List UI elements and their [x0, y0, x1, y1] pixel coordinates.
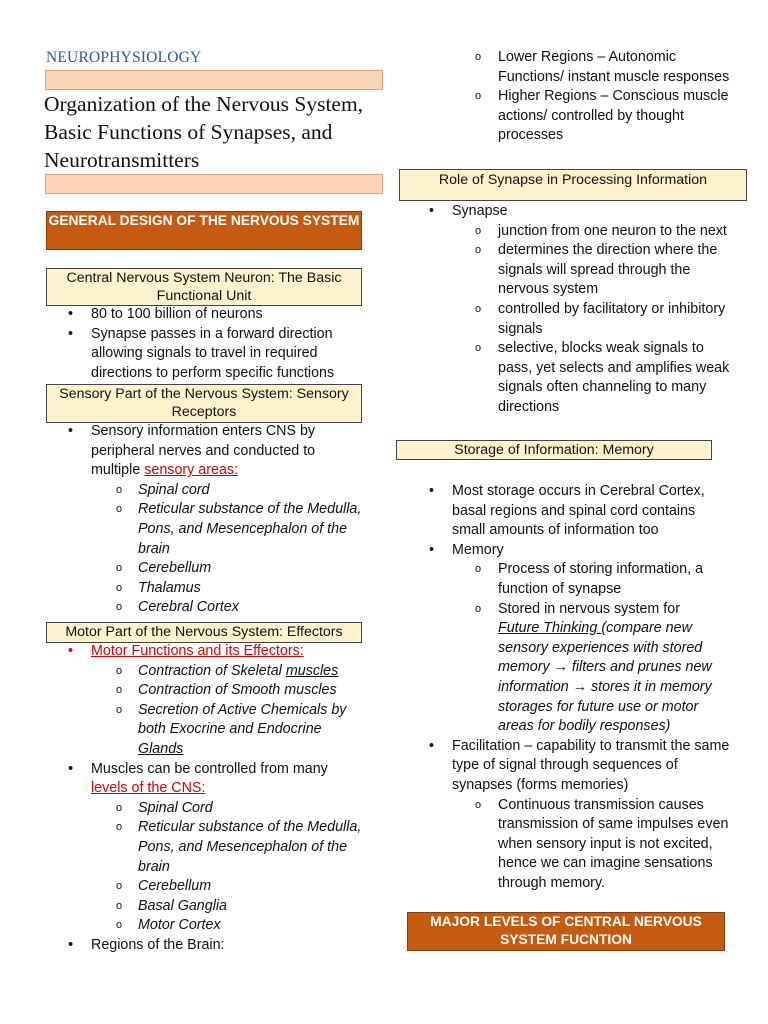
circle-bullet-icon: o [116, 919, 123, 932]
motor-header: Motor Part of the Nervous System: Effectors [46, 622, 362, 643]
circle-bullet-icon: o [116, 581, 123, 594]
cns-neuron-header: Central Nervous System Neuron: The Basic Functional Unit [46, 268, 362, 306]
synapse-list [400, 202, 730, 418]
motor-functions-label: Motor Functions and its Effectors: [91, 643, 304, 659]
list-item: o controlled by facilitatory or inhibitory signals [475, 300, 726, 337]
bullet-icon: • [429, 483, 435, 499]
list-item: o Higher Regions – Conscious muscle actions/ controlled by thought processes [475, 88, 729, 144]
page-title: Organization of the Nervous System, Basic Functions of Synapses, and Neurotransmitters [44, 92, 364, 172]
list-item: • Synapse passes in a forward direction allowing signals to travel in required directions to perform specific functions [68, 325, 335, 381]
title-band-top [45, 70, 383, 90]
circle-bullet-icon: o [116, 684, 123, 697]
circle-bullet-icon: o [116, 601, 123, 614]
list-item: • Memory [400, 541, 730, 561]
circle-bullet-icon: o [475, 224, 482, 237]
list-item: • Regions of the Brain: [46, 936, 366, 956]
bullet-icon: • [68, 423, 74, 439]
storage-list [400, 482, 730, 893]
circle-bullet-icon: o [116, 899, 123, 912]
bullet-icon: • [68, 760, 74, 777]
list-item: o Basal Ganglia [46, 897, 366, 917]
circle-bullet-icon: o [116, 703, 123, 716]
sensory-list [46, 422, 366, 618]
list-item: o Motor Cortex [46, 916, 366, 936]
list-item: o Cerebellum [46, 559, 366, 579]
list-item: o Process of storing information, a function of synapse [475, 561, 704, 597]
circle-bullet-icon: o [475, 798, 482, 811]
circle-bullet-icon: o [116, 801, 123, 814]
list-item: • Most storage occurs in Cerebral Cortex, basal regions and spinal cord contains small amounts of information too [429, 483, 705, 539]
subject-label: NEUROPHYSIOLOGY [46, 49, 202, 66]
bullet-icon: • [429, 203, 435, 219]
sensory-areas-label: sensory areas: [144, 462, 239, 479]
circle-bullet-icon: o [475, 302, 482, 315]
list-item: o Lower Regions – Autonomic Functions/ instant muscle responses [475, 49, 730, 85]
bullet-icon: • [68, 325, 74, 342]
list-item: o determines the direction where the signals will spread through the nervous system [475, 242, 718, 298]
list-item [46, 642, 366, 662]
circle-bullet-icon: o [116, 503, 123, 516]
storage-header: Storage of Information: Memory [396, 440, 712, 460]
bullet-icon: • [68, 306, 74, 322]
sensory-header: Sensory Part of the Nervous System: Sensory Receptors [46, 384, 362, 423]
bullet-icon: • [429, 541, 435, 558]
bullet-icon: • [429, 737, 435, 754]
list-item: o selective, blocks weak signals to pass, yet selects and amplifies weak signals often channeling to many directions [475, 340, 730, 415]
list-item: o Reticular substance of the Medulla, Pons, and Mesencephalon of the brain [116, 819, 362, 875]
motor-list [46, 642, 366, 956]
circle-bullet-icon: o [475, 602, 482, 615]
list-item: o Stored in nervous system for Future Thinking (compare new sensory experiences with stored memory → filters and prunes new information → stores it in memory storages for future use or motor areas for bodily responses) [475, 600, 712, 735]
cns-neuron-list [46, 305, 366, 383]
title-band-bottom [45, 174, 383, 194]
list-item: o Reticular substance of the Medulla, Pons, and Mesencephalon of the brain [116, 501, 362, 557]
circle-bullet-icon: o [475, 563, 482, 576]
list-item: o Cerebral Cortex [46, 598, 366, 618]
list-item: o Spinal cord [46, 481, 366, 501]
cns-levels-label: levels of the CNS: [91, 780, 206, 797]
list-item: o Continuous transmission causes transmission of same impulses even when sensory input is not excited, hence we can imagine sensations through memory. [475, 796, 729, 891]
circle-bullet-icon: o [475, 90, 482, 103]
list-item: • Facilitation – capability to transmit the same type of signal through sequences of synapses (forms memories) [429, 737, 730, 793]
list-item: o Spinal Cord [46, 799, 366, 819]
list-item: o junction from one neuron to the next [400, 222, 730, 242]
bullet-icon: • [68, 643, 74, 659]
circle-bullet-icon: o [475, 342, 482, 355]
list-item: • Muscles can be controlled from many levels of the CNS: [68, 760, 328, 797]
circle-bullet-icon: o [475, 244, 482, 257]
bullet-icon: • [68, 936, 74, 953]
circle-bullet-icon: o [475, 51, 482, 63]
circle-bullet-icon: o [116, 562, 123, 575]
list-item: • Sensory information enters CNS by peripheral nerves and conducted to multiple sensory areas: [68, 423, 316, 479]
list-item: o Contraction of Skeletal muscles [46, 662, 366, 682]
regions-list [400, 48, 730, 146]
list-item: • 80 to 100 billion of neurons [46, 305, 366, 325]
list-item: o Cerebellum [46, 877, 366, 897]
list-item: o Thalamus [46, 579, 366, 599]
major-levels-header: MAJOR LEVELS OF CENTRAL NERVOUS SYSTEM FUCNTION [407, 912, 725, 951]
list-item: o Contraction of Smooth muscles [46, 681, 366, 701]
list-item: o Secretion of Active Chemicals by both Exocrine and Endocrine Glands [116, 701, 347, 757]
synapse-header: Role of Synapse in Processing Information [399, 169, 747, 201]
circle-bullet-icon: o [116, 821, 123, 834]
circle-bullet-icon: o [116, 664, 123, 677]
general-design-header: GENERAL DESIGN OF THE NERVOUS SYSTEM [46, 211, 362, 250]
circle-bullet-icon: o [116, 880, 123, 893]
circle-bullet-icon: o [116, 483, 123, 496]
list-item: • Synapse [400, 202, 730, 222]
